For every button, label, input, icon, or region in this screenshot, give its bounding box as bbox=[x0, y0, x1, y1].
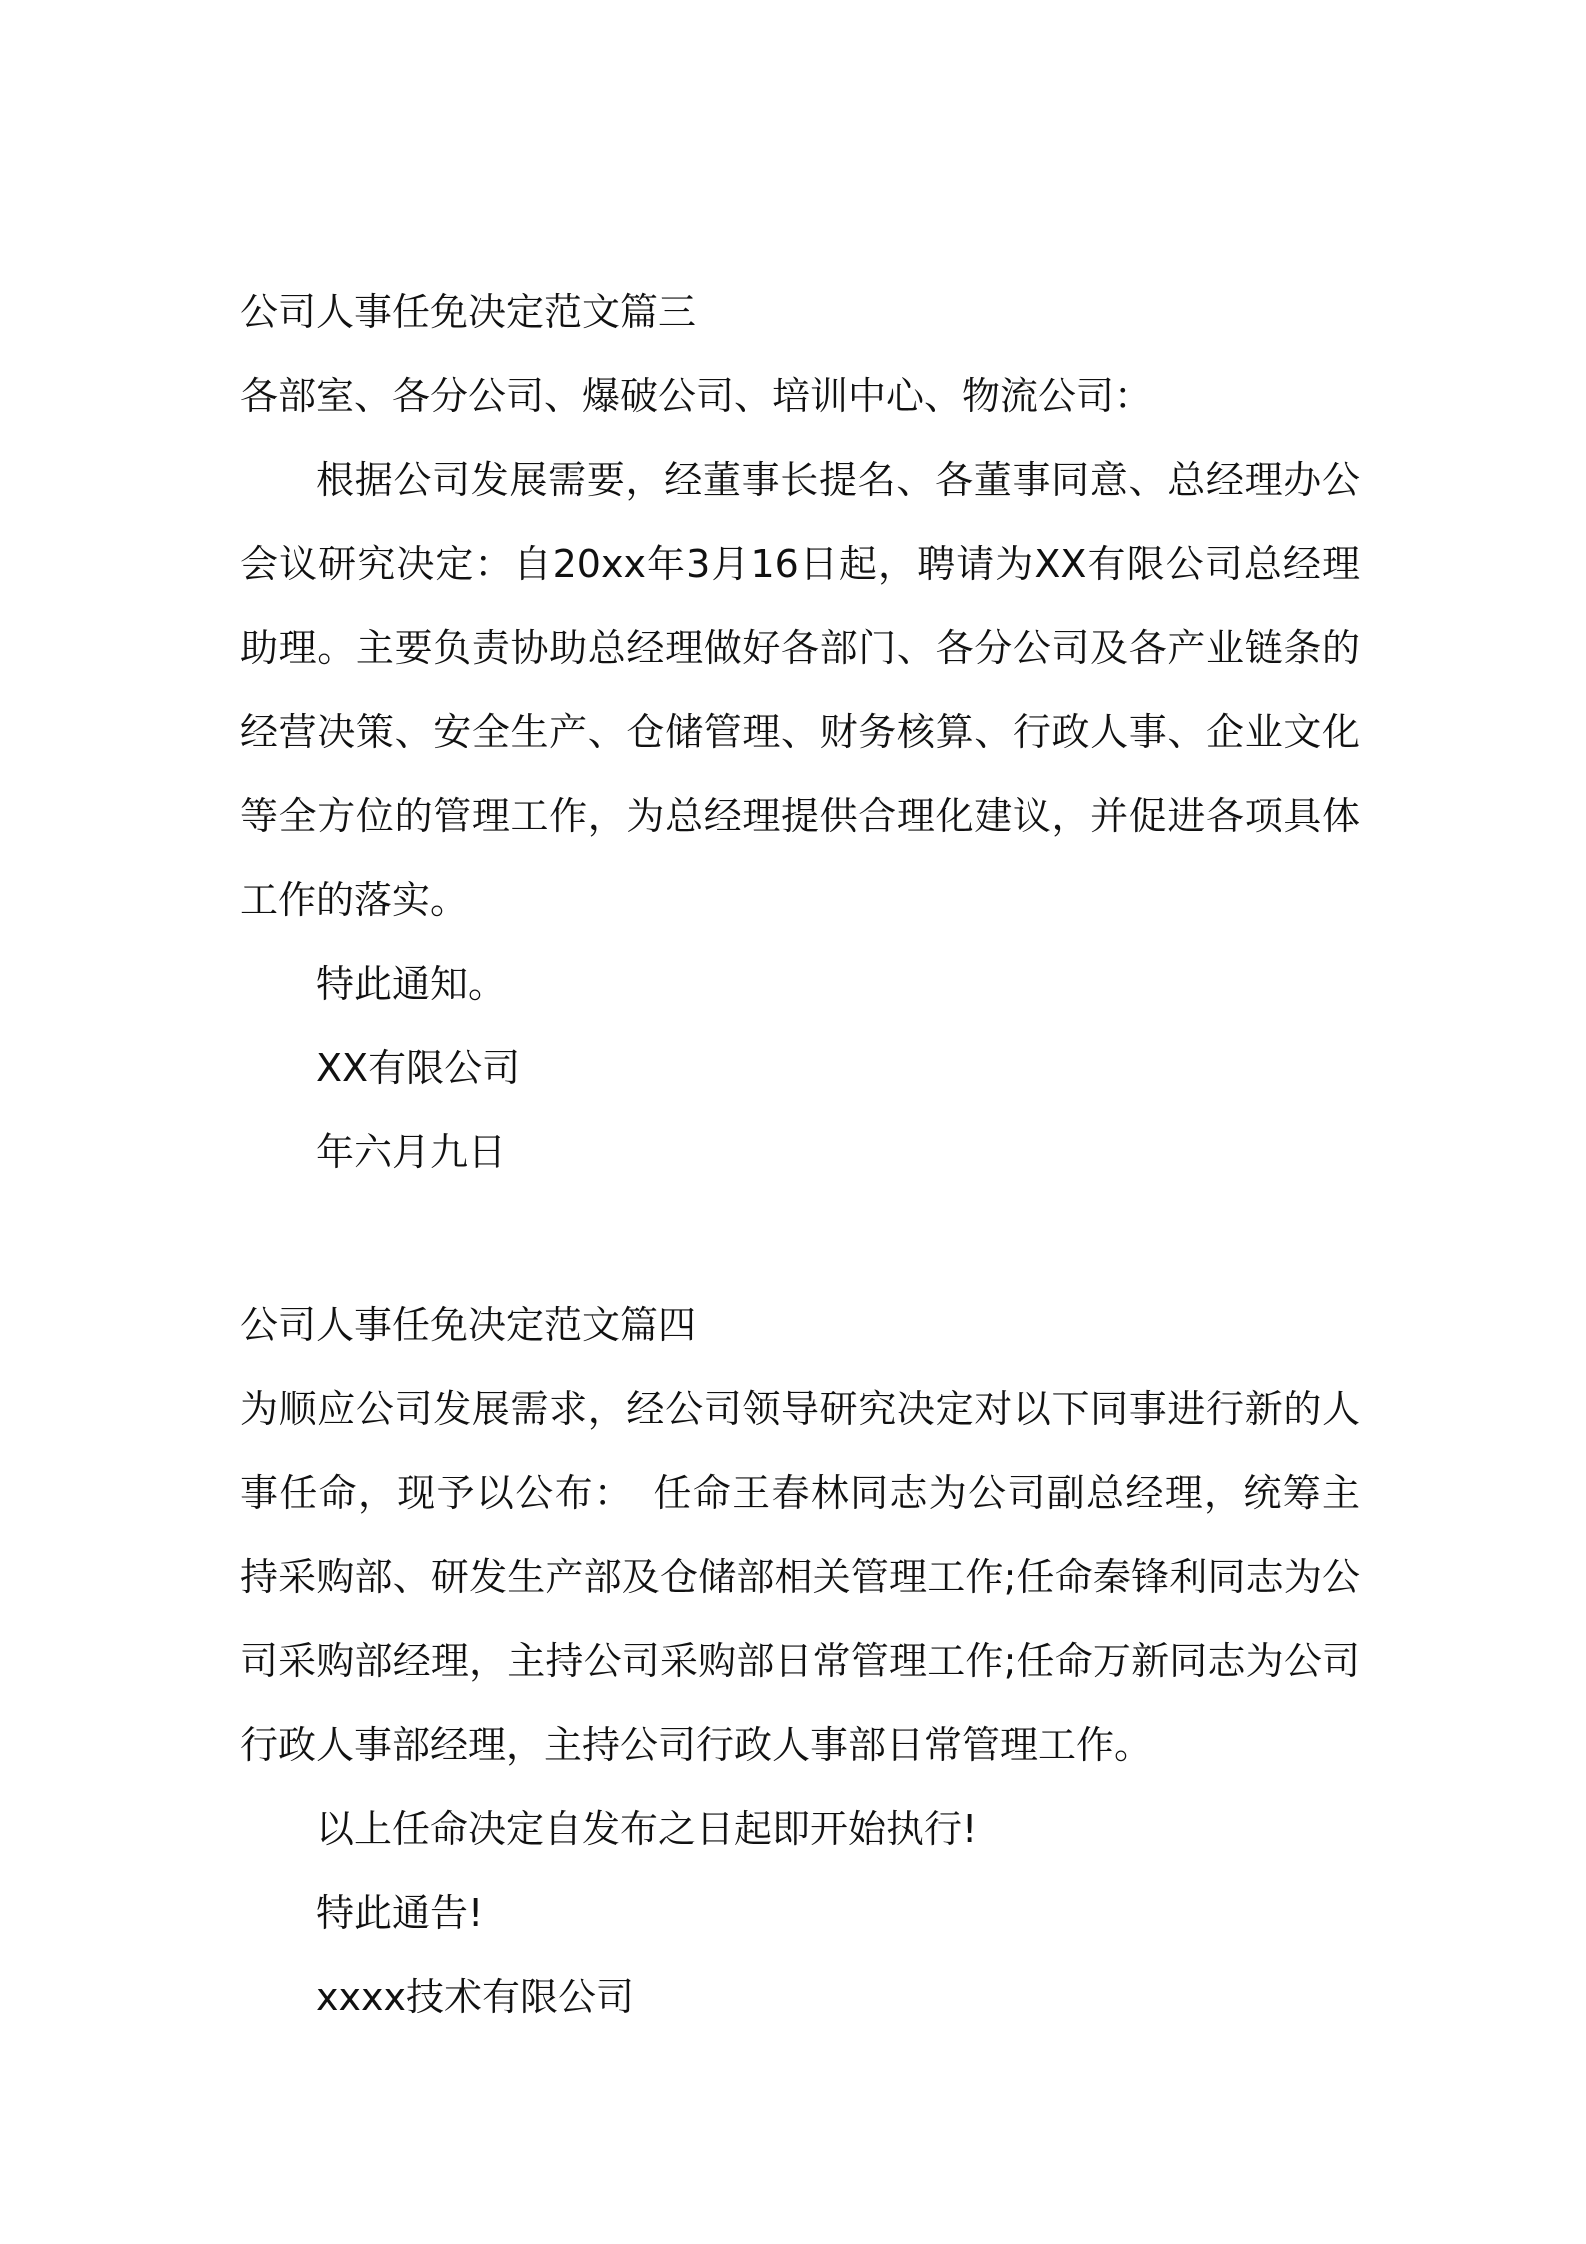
section-four-title: 公司人事任免决定范文篇四 bbox=[240, 1303, 697, 1347]
section-four-closing: 特此通告! bbox=[316, 1891, 484, 1935]
section-three-body: 根据公司发展需要，经董事长提名、各董事同意、总经理办公会议研究决定：自20xx年3月16日起，聘请为XX有限公司总经理助理。主要负责协助总经理做好各部门、各分公司及各产业链条的经营决策、安全生产、仓储管理、财务核算、行政人事、企业文化等全方位的管理工作，为总经理提供合理化建议，并促进各项具体工作的落实。 bbox=[240, 458, 1360, 922]
section-three-closing: 特此通知。 bbox=[316, 962, 507, 1006]
section-three-date: 年六月九日 bbox=[316, 1130, 507, 1174]
section-three-title: 公司人事任免决定范文篇三 bbox=[240, 290, 697, 334]
section-four bbox=[240, 1283, 1360, 2039]
section-three-company: XX有限公司 bbox=[316, 1046, 521, 1090]
section-four-company: xxxx技术有限公司 bbox=[316, 1975, 634, 2019]
section-three-salutation: 各部室、各分公司、爆破公司、培训中心、物流公司： bbox=[240, 374, 1153, 418]
section-four-body: 为顺应公司发展需求，经公司领导研究决定对以下同事进行新的人事任命，现予以公布： 任命王春林同志为公司副总经理，统筹主持采购部、研发生产部及仓储部相关管理工作;任命秦锋利同志为公司采购部经理，主持公司采购部日常管理工作;任命万新同志为公司行政人事部经理，主持公司行政人事部日常管理工作。 bbox=[240, 1387, 1360, 1767]
section-three bbox=[240, 270, 1360, 1194]
section-four-effective: 以上任命决定自发布之日起即开始执行! bbox=[316, 1807, 978, 1851]
